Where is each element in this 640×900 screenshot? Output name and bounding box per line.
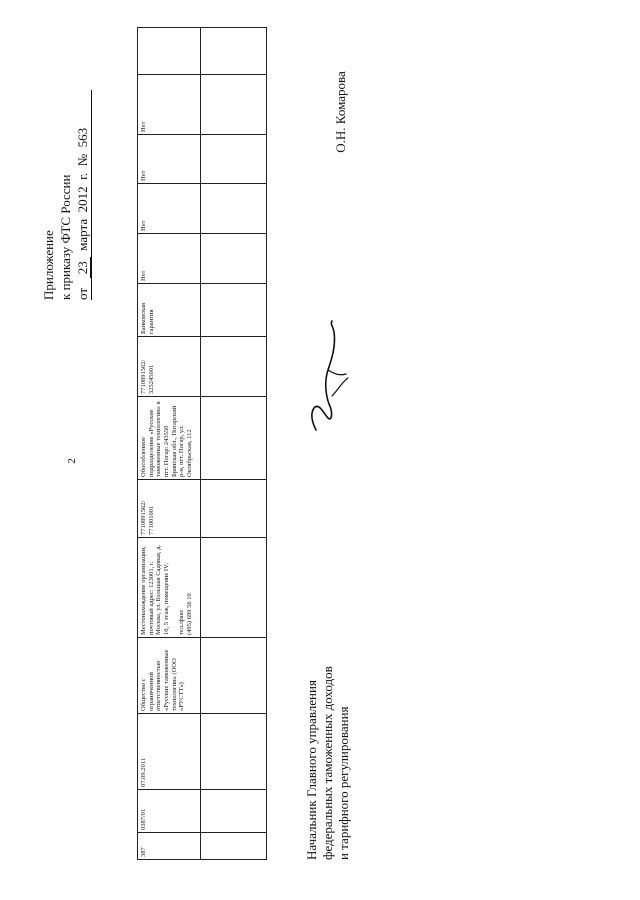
registry-table-grid bbox=[137, 27, 267, 860]
cell-flag-2: Нет bbox=[138, 184, 201, 234]
date-year: 2012 bbox=[75, 186, 90, 213]
order-number: 563 bbox=[75, 127, 90, 148]
page-number: 2 bbox=[66, 458, 78, 464]
signatory-title-line-1: Начальник Главного управления bbox=[304, 680, 319, 860]
cell-date: 07.09.2011 bbox=[138, 714, 201, 790]
cell-flag-1: Нет bbox=[138, 234, 201, 284]
appendix-title: Приложение bbox=[41, 230, 56, 300]
appendix-header bbox=[40, 70, 100, 300]
cell-inn-kpp: 7710891562/ 771001001 bbox=[138, 480, 201, 538]
signatory-name: О.Н. Комарова bbox=[333, 71, 348, 153]
cell-branch-address: Обособленное подразделение «Русские таможенные технологии» в пгт. Погар: 243550 Брянская обл., Погарский р-н, пгт. Погар, ул. Октябрьская, 112 bbox=[138, 397, 201, 480]
cell-flag-3: Нет bbox=[138, 135, 201, 184]
handwritten-signature bbox=[302, 318, 352, 436]
date-year-suffix: г. bbox=[75, 172, 90, 180]
date-month: марта bbox=[75, 218, 90, 251]
cell-organization-name: Общество с ограниченной ответственностью «Русские таможенные технологии» (ООО «РУСТТ») bbox=[138, 638, 201, 714]
cell-empty bbox=[138, 28, 201, 75]
date-day: 23 bbox=[75, 257, 91, 278]
cell-address: Местонахождение организации, почтовый адрес: 123001, г. Москва, ул. Большая Садовая, д. 10, 5 этаж, помещение IV; тел./факс (495) 699 56 10 bbox=[138, 538, 201, 638]
signatory-title-line-3: и тарифного регулирования bbox=[336, 706, 351, 860]
cell-guarantee-type: Банковская гарантия bbox=[138, 284, 201, 337]
table-row bbox=[138, 28, 201, 860]
cell-registration-number: 0387/01 bbox=[138, 790, 201, 833]
number-sign: № bbox=[75, 153, 90, 167]
appendix-order-ref: к приказу ФТС России bbox=[58, 174, 73, 300]
appendix-date-line bbox=[74, 70, 92, 300]
date-prefix: от bbox=[75, 287, 90, 300]
cell-flag-4: Нет bbox=[138, 75, 201, 135]
table-row bbox=[201, 28, 267, 860]
signatory-title-line-2: федеральных таможенных доходов bbox=[320, 666, 335, 860]
cell-branch-inn-kpp: 7710891562/ 325245001 bbox=[138, 337, 201, 397]
cell-row-number: 387 bbox=[138, 833, 201, 860]
signatory-title bbox=[304, 625, 356, 860]
registry-table bbox=[137, 28, 267, 860]
